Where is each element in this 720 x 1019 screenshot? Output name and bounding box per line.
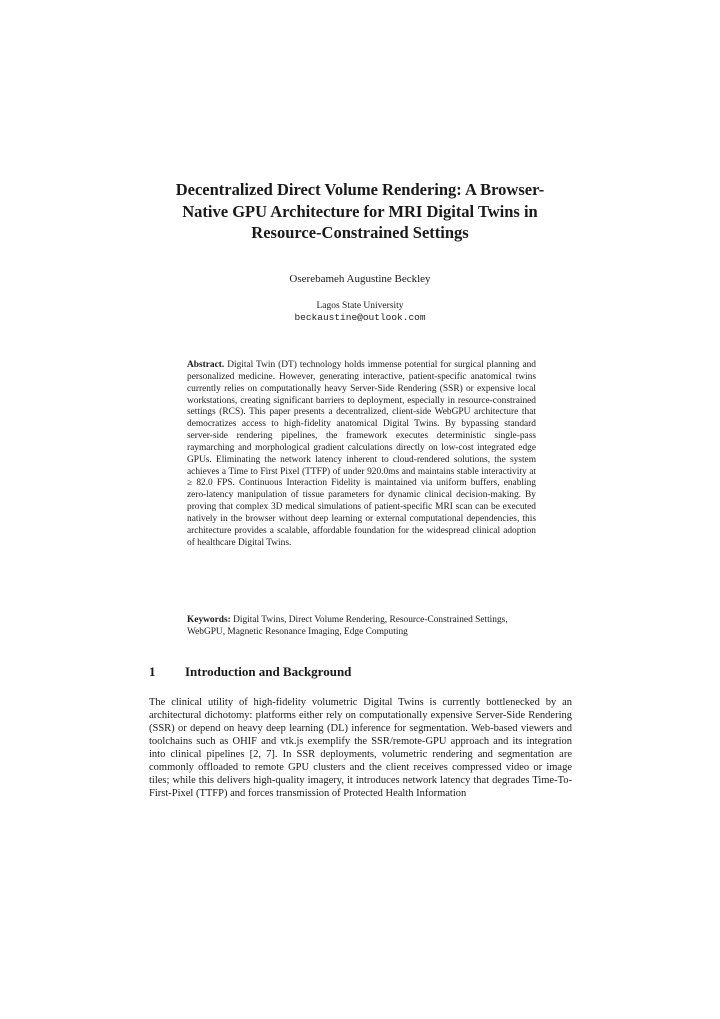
section-number: 1 bbox=[149, 664, 156, 679]
title-line-3: Resource-Constrained Settings bbox=[251, 223, 469, 242]
author-affiliation: Lagos State University bbox=[316, 301, 404, 311]
author-name: Oserebameh Augustine Beckley bbox=[289, 273, 431, 285]
title-line-2: Native GPU Architecture for MRI Digital Twins in bbox=[182, 201, 538, 221]
title-line-1: Decentralized Direct Volume Rendering: A Browser- bbox=[175, 180, 545, 199]
abstract-text: Digital Twin (DT) technology holds immense potential for surgical planning and personalized medicine. However, generating interactive, patient-specific anatomical twins currently relies on computationally heavy Server-Side Rendering (SSR) or expensive local workstations, creating significant barriers to deployment, especially in resource-constrained settings (RCS). This paper presents a decentralized, client-side WebGPU architecture that democratizes access to high-fidelity anatomical Digital Twins. By bypassing standard server-side rendering pipelines, the framework executes deterministic single-pass raymarching and morphological gradient calculations directly on low-cost integrated edge GPUs. Eliminating the network latency inherent to cloud-rendered solutions, the system achieves a Time to First Pixel (TTFP) of under 920.0ms and maintains stable interactivity at ≥ 82.0 FPS. Continuous Interaction Fidelity is maintained via uniform buffers, enabling zero-latency manipulation of tissue parameters for dynamic clinical decision-making. By proving that complex 3D medical simulations of patient-specific MRI scan can be executed natively in the browser without deep learning or external computational dependencies, this architecture provides a scalable, affordable foundation for the widespread clinical adoption of healthcare Digital Twins. bbox=[187, 360, 536, 548]
keywords-label: Keywords: bbox=[187, 615, 231, 625]
paper-title bbox=[100, 179, 620, 244]
keywords-text: Digital Twins, Direct Volume Rendering, Resource-Constrained Settings, WebGPU, Magnetic Resonance Imaging, Edge Computing bbox=[187, 615, 508, 637]
abstract bbox=[187, 360, 536, 550]
section-body-text: The clinical utility of high-fidelity volumetric Digital Twins is currently bottlenecked by an architectural dichotomy: platforms either rely on computationally expensive Server-Side Rendering (SSR) or depend on heavy deep learning (DL) inference for segmentation. Web-based viewers and toolchains such as OHIF and vtk.js exemplify the SSR/remote-GPU approach and its integration into clinical pipelines [2, 7]. In SSR deployments, volumetric rendering and segmentation are commonly offloaded to remote GPU clusters and the client receives compressed video or image tiles; while this delivers high-quality imagery, it introduces network latency that degrades Time-To-First-Pixel (TTFP) and forces transmission of Protected Health Information bbox=[149, 697, 572, 800]
section-heading bbox=[149, 664, 351, 680]
abstract-label: Abstract. bbox=[187, 360, 225, 370]
section-title: Introduction and Background bbox=[185, 664, 352, 679]
keywords bbox=[187, 615, 536, 639]
author-email: beckaustine@outlook.com bbox=[294, 312, 426, 323]
